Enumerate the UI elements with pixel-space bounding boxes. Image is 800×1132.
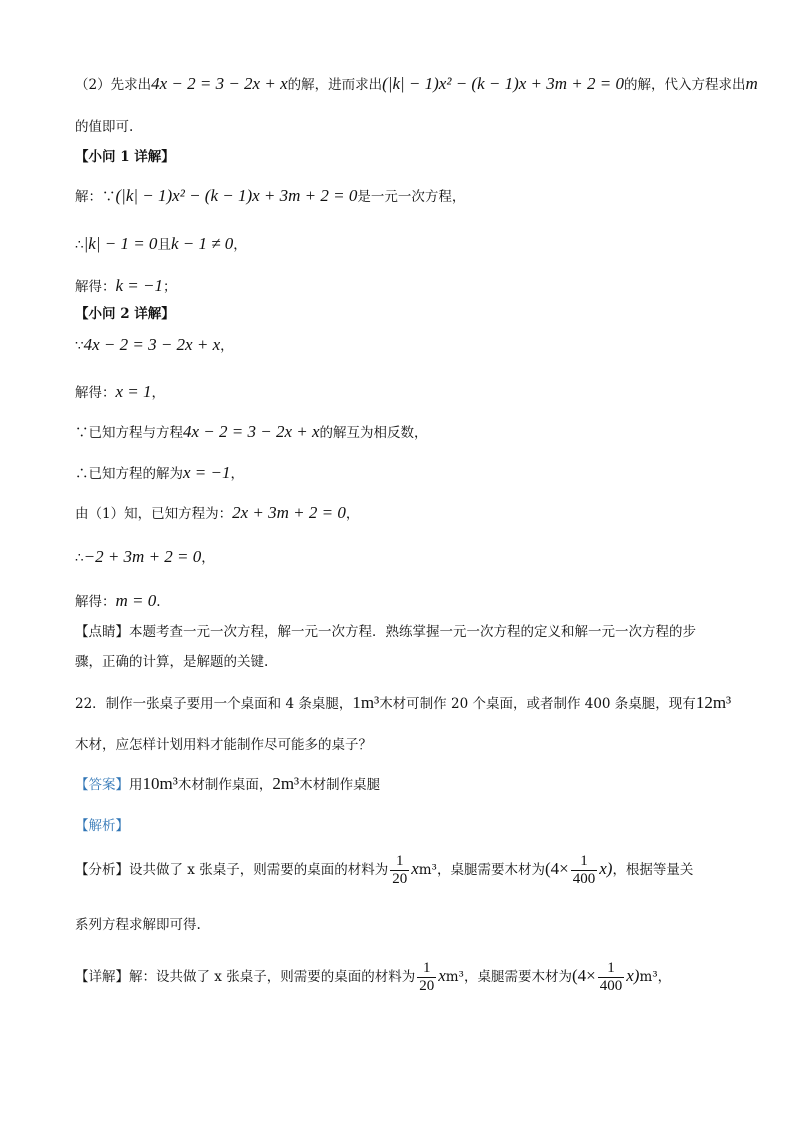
line-9: ∴已知方程的解为x = −1， (75, 463, 244, 482)
line-2: 的值即可. (75, 119, 134, 135)
equation: 4x − 2 = 3 − 2x + x (183, 422, 320, 441)
fraction: $\frac{1}{20}$ (419, 960, 435, 994)
equation: x = −1 (183, 463, 231, 482)
line-16: 木材，应怎样计划用料才能制作尽可能多的桌子？ (75, 737, 372, 753)
volume: 1m³ (352, 693, 380, 712)
equation: k − 1 ≠ 0 (170, 234, 234, 253)
line-6: ∵4x − 2 = 3 − 2x + x， (75, 335, 234, 354)
equation: (|k| − 1)x² − (k − 1)x + 3m + 2 = 0 (382, 74, 625, 93)
equation: |k| − 1 = 0 (83, 234, 158, 253)
equation: 4x − 2 = 3 − 2x + x (83, 335, 221, 354)
line-20: 系列方程求解即可得. (75, 917, 201, 933)
line-10: 由（1）知，已知方程为：2x + 3m + 2 = 0， (75, 503, 360, 522)
analysis-tag: 【解析】 (75, 818, 129, 834)
equation: x = 1 (115, 382, 152, 401)
fraction: $\frac{1}{400}$ (572, 853, 596, 887)
equation: 2x + 3m + 2 = 0 (232, 503, 346, 522)
heading-q2: 【小问 2 详解】 (75, 306, 175, 322)
question-22: 22．制作一张桌子要用一个桌面和 4 条桌腿，1m³木材可制作 20 个桌面，或者制作 400 条桌腿，现有12m³ (75, 693, 732, 712)
answer-line: 【答案】用10m³木材制作桌面，2m³木材制作桌腿 (75, 774, 381, 793)
answer-tag: 【答案】 (75, 777, 129, 793)
line-14: 骤，正确的计算，是解题的关键. (75, 654, 269, 670)
equation: 4x − 2 = 3 − 2x + x (151, 74, 288, 93)
line-7: 解得：x = 1， (75, 382, 166, 401)
line-5: 解得：k = −1； (75, 276, 177, 295)
volume: 12m³ (695, 693, 732, 712)
line-4: ∴|k| − 1 = 0且k − 1 ≠ 0， (75, 234, 247, 253)
equation: k = −1 (115, 276, 163, 295)
fraction: $\frac{1}{400}$ (599, 960, 623, 994)
line-13: 【点睛】本题考查一元一次方程，解一元一次方程．熟练掌握一元一次方程的定义和解一元一次方程的步 (75, 624, 696, 640)
equation: (|k| − 1)x² − (k − 1)x + 3m + 2 = 0 (115, 186, 358, 205)
fraction: $\frac{1}{20}$ (392, 853, 408, 887)
line-1: （2）先求出4x − 2 = 3 − 2x + x的解，进而求出(|k| − 1)x² − (k − 1)x + 3m + 2 = 0的解，代入方程求出m (75, 74, 758, 93)
line-11: ∴−2 + 3m + 2 = 0， (75, 547, 215, 566)
equation: −2 + 3m + 2 = 0 (83, 547, 202, 566)
line-19: 【分析】设共做了 x 张桌子，则需要的桌面的材料为 $\frac{1}{20}$ xm³，桌腿需要木材为(4× $\frac{1}{400}$ x)，根据等量关 (75, 853, 694, 887)
equation: m = 0 (115, 591, 157, 610)
line-21: 【详解】解：设共做了 x 张桌子，则需要的桌面的材料为 $\frac{1}{20}$ xm³，桌腿需要木材为(4× $\frac{1}{400}$ x)m³， (75, 960, 672, 994)
line-8: ∵已知方程与方程4x − 2 = 3 − 2x + x的解互为相反数， (75, 422, 428, 441)
line-12: 解得：m = 0. (75, 591, 161, 610)
heading-q1: 【小问 1 详解】 (75, 149, 175, 165)
line-3: 解：∵(|k| − 1)x² − (k − 1)x + 3m + 2 = 0是一元一次方程， (75, 186, 466, 205)
